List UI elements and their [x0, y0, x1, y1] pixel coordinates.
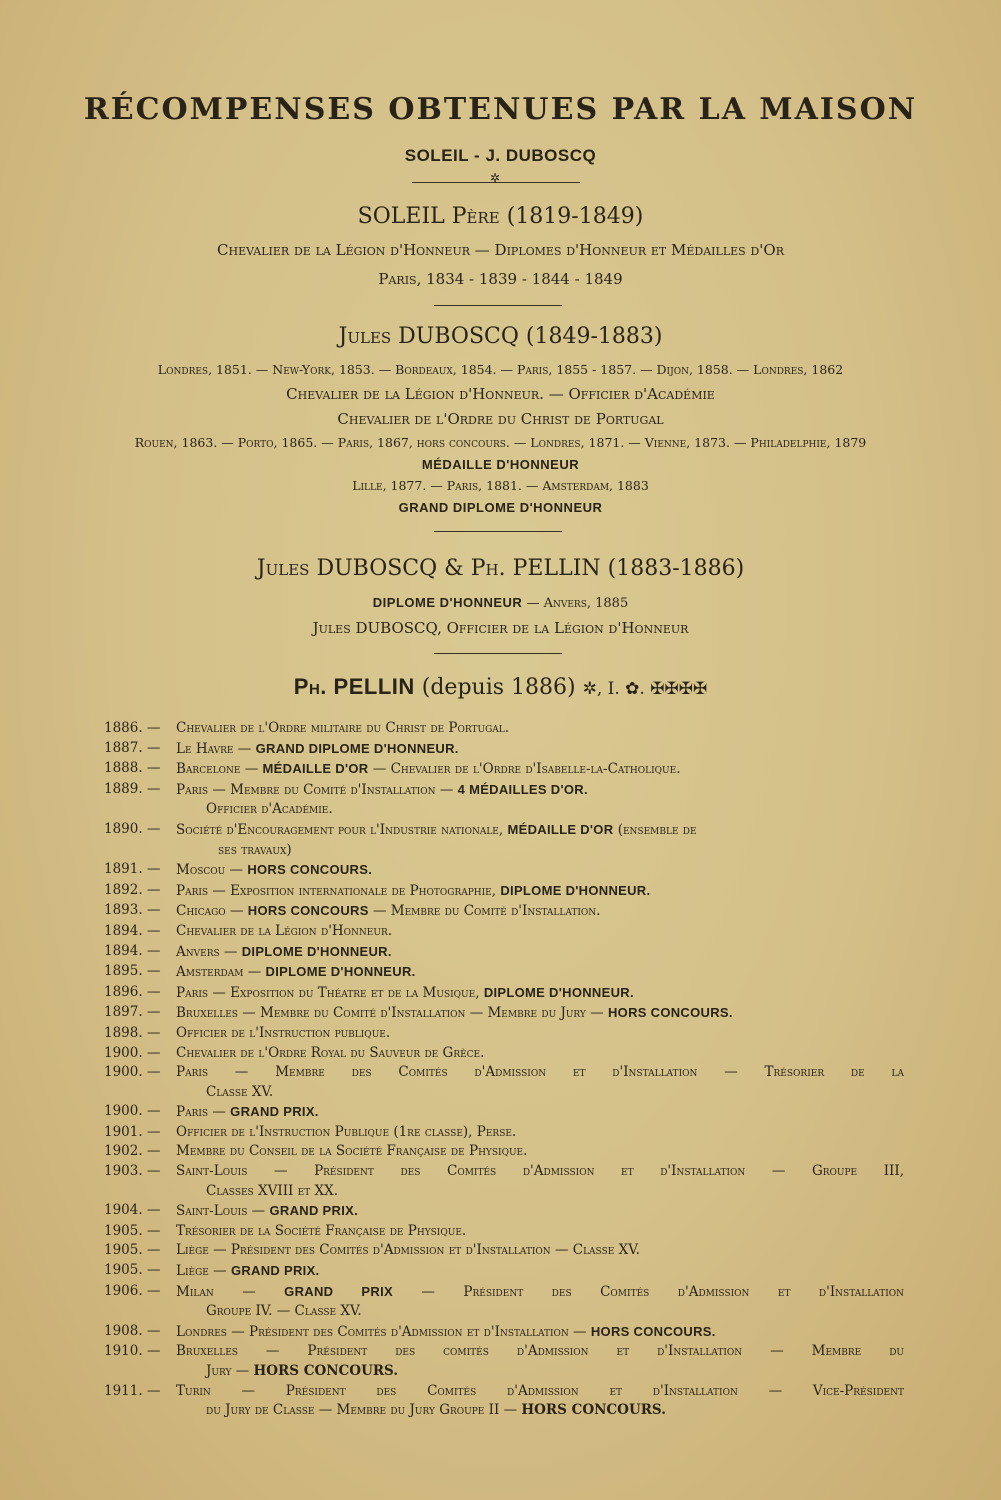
award-description — [176, 1201, 904, 1222]
list-item — [104, 820, 904, 841]
award-highlight: DIPLOME D'HONNEUR. — [483, 984, 634, 1000]
award-description — [176, 1342, 904, 1362]
award-text: Chevalier de la Légion d'Honneur. — [176, 922, 393, 939]
award-highlight: DIPLOME D'HONNEUR. — [241, 943, 392, 959]
divider — [434, 653, 562, 654]
award-highlight: HORS CONCOURS. — [590, 1323, 716, 1339]
award-year: 1891. — — [104, 861, 161, 878]
award-description — [176, 1044, 904, 1064]
decorations-icon: ✲, I. ✿. ✠✠✠✠ — [582, 679, 708, 699]
list-item — [104, 962, 904, 983]
list-item — [104, 1382, 904, 1402]
duboscq-pellin-line-2: Jules DUBOSCQ, Officier de la Légion d'Honneur — [312, 619, 689, 637]
duboscq-pellin-heading: Jules DUBOSCQ & Ph. PELLIN (1883-1886) — [256, 556, 745, 581]
award-highlight: HORS CONCOURS. — [607, 1005, 733, 1021]
award-text: Milan — — [176, 1283, 285, 1300]
award-text: Saint-Louis — Président des Comités d'Admission et d'Installation — Groupe III, — [176, 1163, 904, 1180]
award-year: 1894. — — [104, 942, 161, 959]
award-description — [176, 901, 904, 922]
award-description — [176, 759, 904, 780]
duboscq-heading: Jules DUBOSCQ (1849-1883) — [338, 324, 663, 349]
duboscq-line-6: Lille, 1877. — Paris, 1881. — Amsterdam, 1883 — [352, 478, 649, 493]
award-year: 1910. — — [104, 1343, 161, 1360]
list-item — [104, 1222, 904, 1242]
award-year: 1895. — — [104, 963, 161, 980]
award-text: Chevalier de l'Ordre militaire du Christ de Portugal. — [176, 720, 510, 736]
award-text: Paris — Exposition du Théatre et de la Musique, — [176, 984, 484, 1001]
list-item — [104, 1241, 904, 1261]
award-highlight: MÉDAILLE D'OR — [262, 761, 369, 777]
award-description — [176, 881, 904, 902]
pellin-heading — [0, 674, 1001, 700]
list-item — [104, 1162, 904, 1182]
award-text: Officier de l'Instruction publique. — [176, 1024, 391, 1041]
award-description — [176, 1282, 904, 1303]
award-text: — Chevalier de l'Ordre d'Isabelle-la-Catholique. — [368, 761, 681, 778]
awards-list — [104, 719, 904, 1421]
award-description — [176, 1241, 904, 1261]
award-year: 1892. — — [104, 881, 161, 898]
award-highlight: GRAND PRIX. — [230, 1263, 320, 1279]
award-highlight: HORS CONCOURS. — [247, 862, 373, 878]
award-description — [176, 1261, 904, 1282]
list-item — [104, 1142, 904, 1162]
award-description — [176, 860, 904, 881]
soleil-line-1: Chevalier de la Légion d'Honneur — Diplomes d'Honneur et Médailles d'Or — [217, 241, 784, 259]
list-item — [104, 1342, 904, 1362]
award-highlight: HORS CONCOURS. — [521, 1402, 666, 1419]
award-year: 1893. — — [104, 902, 161, 919]
award-text: Paris — — [176, 1104, 231, 1121]
ornament-star-icon: ✲ — [490, 171, 501, 185]
duboscq-line-3: Chevalier de l'Ordre du Christ de Portugal — [337, 410, 664, 428]
duboscq-line-1: Londres, 1851. — New-York, 1853. — Bordeaux, 1854. — Paris, 1855 - 1857. — Dijon, 1858. — Londres, 1862 — [157, 362, 844, 377]
pellin-name: Ph. PELLIN — [293, 674, 415, 699]
award-description — [176, 1222, 904, 1242]
award-continuation: ses travaux) — [218, 841, 292, 858]
award-description — [176, 1102, 904, 1123]
diplome-label: DIPLOME D'HONNEUR — [372, 595, 523, 610]
award-year: 1897. — — [104, 1004, 161, 1021]
list-item — [104, 1123, 904, 1143]
award-text: Paris — Exposition internationale de Photographie, — [176, 882, 501, 899]
award-year: 1905. — — [104, 1262, 161, 1279]
award-description — [176, 983, 904, 1004]
award-description — [176, 1063, 904, 1083]
divider — [434, 305, 562, 306]
award-continuation: Classes XVIII et XX. — [206, 1182, 339, 1199]
award-text: Paris — Membre des Comités d'Admission et d'Installation — Trésorier de la — [176, 1064, 904, 1081]
award-year: 1905. — — [104, 1222, 161, 1239]
award-text: Société d'Encouragement pour l'Industrie nationale, — [176, 821, 508, 838]
award-year: 1902. — — [104, 1143, 161, 1160]
award-highlight: DIPLOME D'HONNEUR. — [500, 882, 651, 898]
list-item — [104, 1102, 904, 1123]
award-description — [176, 1024, 904, 1044]
award-text: Trésorier de la Société Française de Physique. — [176, 1222, 467, 1239]
award-text: Saint-Louis — — [176, 1203, 270, 1220]
award-year: 1908. — — [104, 1322, 161, 1339]
award-text: Jury — — [206, 1363, 254, 1379]
award-highlight: HORS CONCOURS — [247, 903, 369, 919]
duboscq-line-5: MÉDAILLE D'HONNEUR — [421, 457, 580, 472]
award-highlight: GRAND PRIX. — [269, 1203, 359, 1219]
award-text: Londres — Président des Comités d'Admission et d'Installation — — [176, 1323, 591, 1340]
anvers-text: — Anvers, 1885 — [522, 596, 629, 611]
soleil-heading: SOLEIL Père (1819-1849) — [357, 204, 644, 229]
award-text: Amsterdam — — [176, 964, 266, 981]
award-description — [176, 1382, 904, 1402]
list-item — [104, 1322, 904, 1343]
award-text: (ensemble de — [613, 821, 697, 838]
award-description — [176, 739, 904, 760]
list-item — [104, 1003, 904, 1024]
award-text: Turin — Président des Comités d'Admission et d'Installation — Vice-Président — [176, 1382, 904, 1399]
list-item — [104, 1282, 904, 1303]
duboscq-line-7: GRAND DIPLOME D'HONNEUR — [398, 500, 603, 515]
award-description — [176, 962, 904, 983]
award-year: 1904. — — [104, 1202, 161, 1219]
list-item — [104, 719, 904, 739]
duboscq-pellin-line-1 — [0, 593, 1001, 611]
list-item — [104, 983, 904, 1004]
list-item — [104, 739, 904, 760]
award-text: Paris — Membre du Comité d'Installation — — [176, 781, 458, 798]
duboscq-line-2: Chevalier de la Légion d'Honneur. — Officier d'Académie — [286, 385, 715, 403]
award-description — [176, 1003, 904, 1024]
award-highlight: GRAND PRIX. — [230, 1104, 319, 1120]
award-year: 1906. — — [104, 1282, 161, 1299]
page-title: RÉCOMPENSES OBTENUES PAR LA MAISON — [83, 92, 918, 127]
award-description — [176, 1142, 904, 1162]
award-year: 1905. — — [104, 1242, 161, 1259]
award-year: 1900. — — [104, 1103, 161, 1120]
award-highlight: GRAND PRIX — [284, 1283, 393, 1299]
award-text: du Jury de Classe — Membre du Jury Groupe II — — [206, 1402, 522, 1419]
award-continuation: Groupe IV. — Classe XV. — [206, 1303, 362, 1320]
award-year: 1887. — — [104, 739, 161, 756]
award-year: 1901. — — [104, 1123, 161, 1140]
award-text: Liège — Président des Comités d'Admission et d'Installation — Classe XV. — [176, 1242, 640, 1259]
page-subtitle: SOLEIL - J. DUBOSCQ — [404, 146, 597, 165]
award-year: 1896. — — [104, 983, 161, 1000]
award-text: Chevalier de l'Ordre Royal du Sauveur de Grèce. — [176, 1044, 485, 1061]
award-year: 1886. — — [104, 720, 161, 736]
list-item — [104, 901, 904, 922]
award-highlight: HORS CONCOURS. — [253, 1363, 399, 1379]
award-description — [176, 1123, 904, 1143]
award-text: Moscou — — [176, 862, 248, 879]
pellin-since: (depuis 1886) — [414, 675, 583, 700]
award-description — [176, 1322, 904, 1343]
list-item — [104, 1261, 904, 1282]
list-item — [104, 1024, 904, 1044]
list-item — [104, 860, 904, 881]
award-year: 1900. — — [104, 1044, 161, 1061]
award-description — [176, 780, 904, 801]
award-highlight: 4 MÉDAILLES D'OR. — [457, 781, 588, 797]
soleil-line-2: Paris, 1834 - 1839 - 1844 - 1849 — [378, 270, 623, 288]
award-year: 1890. — — [104, 820, 161, 837]
award-continuation: Officier d'Académie. — [206, 801, 333, 818]
award-highlight: MÉDAILLE D'OR — [507, 821, 614, 837]
list-item — [104, 759, 904, 780]
list-item — [104, 1044, 904, 1064]
award-description — [176, 1162, 904, 1182]
award-continuation: Classe XV. — [206, 1083, 274, 1100]
award-year: 1911. — — [104, 1382, 161, 1399]
award-description — [176, 942, 904, 963]
award-continuation — [104, 1401, 904, 1421]
award-year: 1898. — — [104, 1024, 161, 1041]
award-year: 1889. — — [104, 780, 161, 797]
award-year: 1900. — — [104, 1064, 161, 1081]
list-item — [104, 780, 904, 801]
award-text: Bruxelles — Président des comités d'Admission et d'Installation — Membre du — [176, 1343, 904, 1360]
list-item — [104, 922, 904, 942]
award-year: 1903. — — [104, 1163, 161, 1180]
award-text: Membre du Conseil de la Société Française de Physique. — [176, 1143, 528, 1160]
award-text: Barcelone — — [176, 761, 263, 778]
list-item — [104, 1063, 904, 1083]
award-text: Bruxelles — Membre du Comité d'Installation — Membre du Jury — — [176, 1005, 608, 1022]
award-text: Le Havre — — [176, 740, 256, 757]
award-text: Officier de l'Instruction Publique (1re classe), Perse. — [176, 1123, 517, 1140]
duboscq-line-4: Rouen, 1863. — Porto, 1865. — Paris, 1867, hors concours. — Londres, 1871. — Vienne, 1873. — Philadelphie, 1879 — [134, 435, 867, 450]
award-text: — Président des Comités d'Admission et d'Installation — [392, 1283, 905, 1300]
award-description — [176, 719, 904, 739]
award-text: Liège — — [176, 1263, 231, 1280]
award-highlight: GRAND DIPLOME D'HONNEUR. — [255, 740, 459, 756]
list-item — [104, 1201, 904, 1222]
award-description — [176, 922, 904, 942]
divider — [434, 531, 562, 532]
list-item — [104, 881, 904, 902]
list-item — [104, 942, 904, 963]
award-text: Anvers — — [176, 943, 242, 960]
award-continuation — [104, 1362, 904, 1382]
award-text: — Membre du Comité d'Installation. — [368, 903, 601, 920]
award-year: 1894. — — [104, 922, 161, 939]
award-description — [176, 820, 904, 841]
award-year: 1888. — — [104, 760, 161, 777]
award-highlight: DIPLOME D'HONNEUR. — [265, 964, 416, 980]
award-text: Chicago — — [176, 903, 248, 920]
